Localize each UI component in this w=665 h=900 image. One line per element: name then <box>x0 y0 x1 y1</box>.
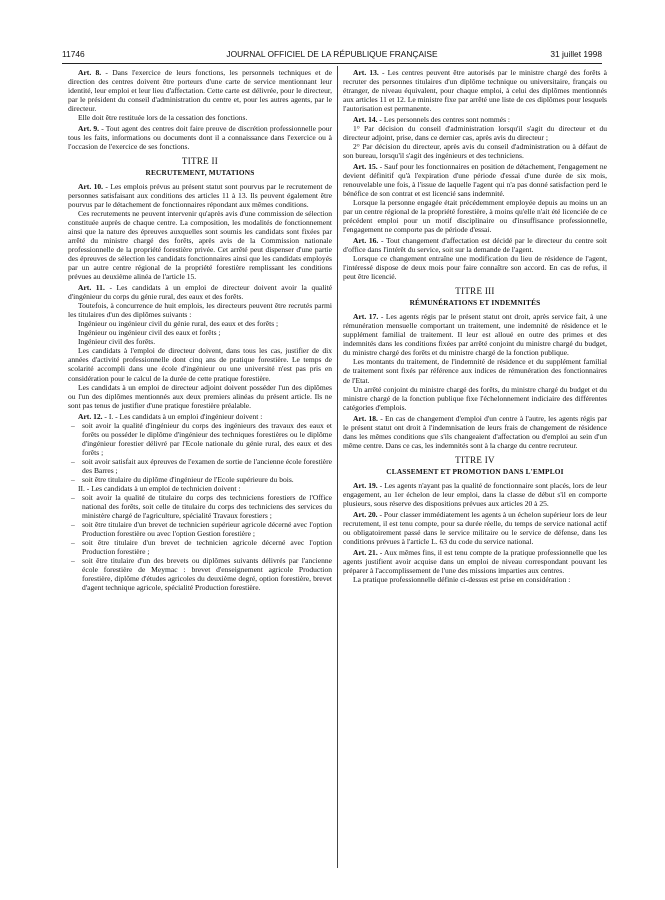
list-item-text: soit avoir la qualité de titulaire du corps des techniciens forestiers de l'Office national des forêts, soit celle de titulaire du corps des techniciens des services du ministère chargé de l'agriculture, spécialité Travaux forestiers ; <box>82 492 332 520</box>
article-text: - Les agents n'ayant pas la qualité de fonctionnaire sont placés, lors de leur engagement, au 1er échelon de leur emploi, dans la classe de début s'il en comporte plusieurs, sous réserve des dispositions prévues aux articles 20 à 25. <box>343 480 607 508</box>
list-item <box>68 556 332 592</box>
article-label: Art. 18. <box>353 413 378 423</box>
article-text: - Les centres peuvent être autorisés par le ministre chargé des forêts à recruter des personnes titulaires d'un diplôme technique ou universitaire, français ou étranger, de niveau équivalent, pour chaque emploi, à celui des diplômes mentionnés aux articles 11 et 12. Le ministre fixe par arrêté une liste de ces diplômes pour lesquels l'autorisation est permanente. <box>343 68 607 114</box>
right-column <box>343 66 607 584</box>
list-item <box>68 475 332 484</box>
list-item <box>68 538 332 556</box>
article-paragraph <box>343 414 607 450</box>
paragraph: Les candidats à un emploi de directeur adjoint doivent posséder l'un des diplômes ou l'un des diplômes mentionnés aux deux premiers alinéas du présent article. Ils ne sont pas tenus de justifier d'une pratique forestière préalable. <box>68 382 332 410</box>
paragraph: II. - Les candidats à un emploi de technicien doivent : <box>78 483 241 493</box>
list-item <box>68 457 332 475</box>
article-label: Art. 8. <box>78 68 102 77</box>
paragraph: Ingénieur ou ingénieur civil des eaux et forêts ; <box>78 328 221 338</box>
article-paragraph <box>68 412 332 421</box>
article-label: Art. 9. <box>78 124 100 134</box>
article-paragraph <box>68 182 332 209</box>
publication-date: 31 juillet 1998 <box>550 49 602 59</box>
article-text: - Les candidats à un emploi de directeur doivent avoir la qualité d'ingénieur du corps du génie rural, des eaux et des forêts. <box>68 283 332 302</box>
article-text: - Pour classer immédiatement les agents à un échelon supérieur lors de leur recrutement, il est tenu compte, pour sa durée réelle, du temps de service national actif ou obligatoirement passé dans le service militaire ou le service de défense, dans les conditions prévues à l'article L. 63 du code du service national. <box>343 509 607 546</box>
paragraph: 1° Par décision du conseil d'administration lorsqu'il s'agit du directeur et du directeur adjoint, prise, dans ce dernier cas, après avis du directeur ; <box>343 124 607 143</box>
paragraph: Un arrêté conjoint du ministre chargé des forêts, du ministre chargé du budget et du ministre chargé de la fonction publique fixe l'échelonnement indiciaire des différentes catégories d'emplois. <box>343 384 607 412</box>
list-item-text: soit être titulaire d'un brevet de technicien agricole décerné avec l'option Production forestière ; <box>82 537 332 556</box>
paragraph: Les montants du traitement, de l'indemnité de résidence et du supplément familial de traitement sont fixés par référence aux indices de rémunération des fonctionnaires de l'Etat. <box>343 357 607 385</box>
dash-bullet: – <box>71 519 75 529</box>
list-item-text: soit être titulaire d'un des brevets ou diplômes suivants délivrés par l'ancienne école forestière de Meymac : brevet d'enseignement agricole Production forestière, diplôme d'études agricoles du deuxième degré, option forestière, brevet d'agent technique agricole, spécialité Production forestière. <box>82 555 332 592</box>
page-number: 11746 <box>62 49 85 59</box>
section-subtitle: RÉMUNÉRATIONS ET INDEMNITÉS <box>409 298 541 308</box>
section-subtitle: CLASSEMENT ET PROMOTION DANS L'EMPLOI <box>386 466 564 476</box>
list-item-text: soit être titulaire d'un brevet de technicien supérieur agricole décerné avec l'option Production forestière ou avec l'option Gestion forestière ; <box>82 519 332 538</box>
journal-title: JOURNAL OFFICIEL DE LA RÉPUBLIQUE FRANÇAISE <box>226 49 438 59</box>
article-label: Art. 11. <box>78 283 105 293</box>
article-paragraph <box>343 548 607 575</box>
article-text: - En cas de changement d'emploi d'un centre à l'autre, les agents régis par le présent statut ont droit à l'indemnisation de leurs frais de changement de résidence dans les mêmes conditions que s'ils changeaient d'affectation ou d'emploi au sein d'un même centre. Dans ce cas, les indemnités sont à la charge du centre recruteur. <box>343 413 607 450</box>
article-text: - Sauf pour les fonctionnaires en position de détachement, l'engagement ne devient définitif qu'à l'expiration d'une période d'essai d'une durée de six mois, renouvelable une fois, à l'issue de laquelle l'agent qui n'a pas donné satisfaction perd le bénéfice de son contrat et est licencié sans indemnité. <box>343 162 607 199</box>
column-divider <box>337 66 338 868</box>
article-paragraph <box>343 68 607 113</box>
left-column <box>68 66 332 592</box>
list-item <box>68 520 332 538</box>
article-label: Art. 17. <box>353 312 379 322</box>
page-header <box>62 49 602 61</box>
dash-bullet: – <box>71 492 75 502</box>
article-label: Art. 14. <box>353 115 378 125</box>
article-paragraph <box>343 162 607 198</box>
paragraph: Lorsque ce changement entraîne une modification du lieu de résidence de l'agent, l'intéressé dispose de deux mois pour faire connaître son accord. En cas de refus, il peut être licencié. <box>343 254 607 282</box>
article-label: Art. 15. <box>353 162 378 172</box>
dash-bullet: – <box>71 537 75 547</box>
article-label: Art. 21. <box>353 547 378 557</box>
list-item-text: soit avoir la qualité d'ingénieur du corps des ingénieurs des travaux des eaux et forêts ou posséder le diplôme d'ingénieur des techniques forestières ou le diplôme d'ingénieur forestier délivré par l'Ecole nationale du génie rural, des eaux et des forêts ; <box>82 420 332 457</box>
list-item <box>68 493 332 520</box>
article-paragraph <box>343 481 607 508</box>
paragraph: Ingénieur ou ingénieur civil du génie rural, des eaux et des forêts ; <box>78 319 279 329</box>
paragraph: Elle doit être restituée lors de la cessation des fonctions. <box>78 113 248 123</box>
article-label: Art. 10. <box>78 182 104 192</box>
article-text: - Les emplois prévus au présent statut sont pourvus par le recrutement de personnes satisfaisant aux conditions des articles 11 à 13. Ils peuvent également être pourvus par le détachement de fonctionnaires répondant aux mêmes conditions. <box>68 182 332 210</box>
dash-bullet: – <box>71 456 75 466</box>
article-text: - Tout changement d'affectation est décidé par le directeur du centre soit d'office dans l'intérêt du service, soit sur la demande de l'agent. <box>343 236 607 255</box>
dash-bullet: – <box>71 555 75 565</box>
section-title: TITRE II <box>181 156 219 167</box>
article-paragraph <box>68 283 332 301</box>
article-label: Art. 16. <box>353 236 379 246</box>
article-label: Art. 13. <box>353 68 379 77</box>
article-paragraph <box>343 312 607 357</box>
section-subtitle: RECRUTEMENT, MUTATIONS <box>145 168 255 178</box>
article-text: - Dans l'exercice de leurs fonctions, les personnels techniques et de direction des centres doivent être porteurs d'une carte de service mentionnant leur identité, leur emploi et leur lieu d'affectation. Cette carte est délivrée, pour le directeur, par le président du conseil d'administration du centre et, pour les autres agents, par le directeur. <box>68 68 333 114</box>
paragraph: Ingénieur civil des forêts. <box>78 337 156 347</box>
paragraph: 2° Par décision du directeur, après avis du conseil d'administration ou à défaut de son bureau, lorsqu'il s'agit des ingénieurs et des techniciens. <box>343 142 607 161</box>
article-text: - Aux mêmes fins, il est tenu compte de la pratique professionnelle que les agents justifient avoir acquise dans un emploi de niveau correspondant pouvant les préparer à l'accomplissement de l'une des missions imparties aux centres. <box>343 547 607 575</box>
dash-bullet: – <box>71 474 75 484</box>
list-item-text: soit être titulaire du diplôme d'ingénieur de l'Ecole supérieure du bois. <box>82 474 294 484</box>
article-text: - Les agents régis par le présent statut ont droit, après service fait, à une rémunération mensuelle comportant un traitement, une indemnité de résidence et le supplément familial de traitement. Il leur est alloué en outre des primes et des indemnités dans les conditions fixées par arrêté conjoint du ministre chargé du budget, du ministre chargé des forêts et du ministre chargé de la fonction publique. <box>343 312 607 358</box>
list-item <box>68 421 332 457</box>
article-text: - I. - Les candidats à un emploi d'ingénieur doivent : <box>102 411 263 421</box>
section-title: TITRE IV <box>455 454 495 465</box>
article-paragraph <box>343 236 607 254</box>
article-paragraph <box>68 68 332 113</box>
paragraph: La pratique professionnelle définie ci-dessus est prise en considération : <box>353 574 571 584</box>
article-label: Art. 12. <box>78 411 103 421</box>
article-text: - Les personnels des centres sont nommés : <box>377 115 510 125</box>
paragraph: Toutefois, à concurrence de huit emplois, les directeurs peuvent être recrutés parmi les titulaires d'un des diplômes suivants : <box>68 301 332 320</box>
section-title: TITRE III <box>455 286 495 297</box>
paragraph: Les candidats à l'emploi de directeur doivent, dans tous les cas, justifier de dix années d'activité professionnelle dont cinq ans de pratique forestière. Le temps de scolarité accompli dans une école d'ingénieur ou une université n'est pas pris en considération pour le calcul de la durée de cette pratique forestière. <box>68 346 332 383</box>
article-text: - Tout agent des centres doit faire preuve de discrétion professionnelle pour tous les faits, informations ou documents dont il a connaissance dans l'exercice ou à l'occasion de l'exercice de ses fonctions. <box>68 124 333 152</box>
dash-bullet: – <box>71 420 75 430</box>
paragraph: Ces recrutements ne peuvent intervenir qu'après avis d'une commission de sélection constituée auprès de chaque centre. La composition, les modalités de fonctionnement ainsi que la nature des épreuves auxquelles sont soumis les candidats sont fixées par arrêté du ministre chargé des forêts, après avis de la Commission nationale professionnelle de la propriété forestière privée. Cet arrêté peut dispenser d'une partie des épreuves de sélection les candidats fonctionnaires ainsi que les candidats employés par un autre centre régional de la propriété forestière remplissant les conditions prévues au deuxième alinéa de l'article 15. <box>68 209 332 282</box>
paragraph: Lorsque la personne engagée était précédemment employée depuis au moins un an par un centre régional de la propriété forestière, à moins qu'elle n'ait été licenciée de ce précédent emploi pour un motif disciplinaire ou d'insuffisance professionnelle, l'engagement ne comporte pas de période d'essai. <box>343 198 607 235</box>
article-label: Art. 19. <box>353 480 378 490</box>
article-paragraph <box>68 124 332 151</box>
article-paragraph <box>343 510 607 546</box>
list-item-text: soit avoir satisfait aux épreuves de l'examen de sortie de l'ancienne école forestière des Barres ; <box>82 456 332 475</box>
header-rule <box>62 63 602 64</box>
article-label: Art. 20. <box>353 509 378 519</box>
article-paragraph <box>343 115 607 124</box>
